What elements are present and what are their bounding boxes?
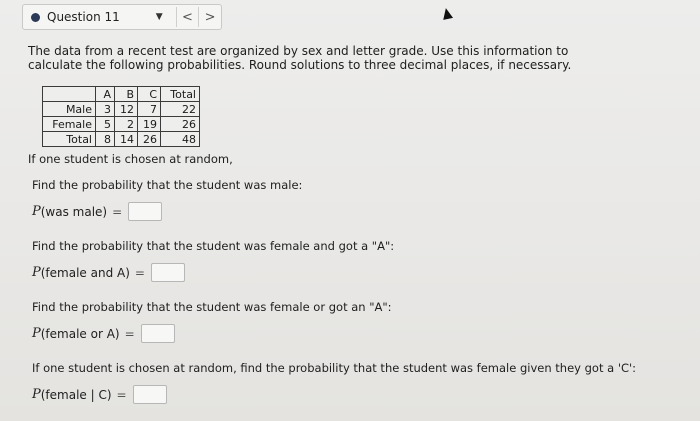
table-cell: 19	[138, 117, 161, 132]
table-cell: 5	[96, 117, 115, 132]
question-3-expression: P (female or A) =	[32, 324, 175, 343]
table-cell: 3	[96, 102, 115, 117]
table-row	[43, 132, 200, 147]
row-header-cell: Female	[43, 117, 96, 132]
table-cell: 48	[161, 132, 200, 147]
question-4-expression: P (female | C) =	[32, 385, 167, 404]
question-3-text: Find the probability that the student was female or got an "A":	[32, 300, 392, 314]
table-cell: 12	[115, 102, 138, 117]
table-header-cell: Total	[161, 87, 200, 102]
table-cell: 26	[161, 117, 200, 132]
mouse-pointer-icon	[441, 7, 453, 20]
table-header-row	[43, 87, 200, 102]
dropdown-chevron-icon[interactable]: ▼	[155, 12, 163, 22]
table-cell: 2	[115, 117, 138, 132]
question-label: Question 11	[47, 10, 120, 24]
previous-question-button[interactable]: <	[176, 7, 199, 27]
question-navigator	[22, 4, 222, 30]
contingency-table	[42, 86, 200, 147]
next-question-button[interactable]: >	[198, 7, 221, 27]
table-cell: 26	[138, 132, 161, 147]
table-cell: 8	[96, 132, 115, 147]
question-1-text: Find the probability that the student was male:	[32, 178, 303, 192]
answer-input-1[interactable]	[128, 202, 162, 221]
random-selection-prompt: If one student is chosen at random,	[28, 152, 233, 166]
row-header-cell: Total	[43, 132, 96, 147]
question-1-expression: P (was male) =	[32, 202, 162, 221]
question-instructions: The data from a recent test are organized by sex and letter grade. Use this information to calculate the following probabilities. Round solutions to three decimal places, if necessary.	[28, 44, 572, 72]
table-corner-cell	[43, 87, 96, 102]
table-header-cell: A	[96, 87, 115, 102]
table-cell: 14	[115, 132, 138, 147]
table-header-cell: C	[138, 87, 161, 102]
table-row	[43, 102, 200, 117]
table-cell: 7	[138, 102, 161, 117]
row-header-cell: Male	[43, 102, 96, 117]
question-2-expression: P (female and A) =	[32, 263, 185, 282]
answer-input-2[interactable]	[151, 263, 185, 282]
table-header-cell: B	[115, 87, 138, 102]
answer-input-4[interactable]	[133, 385, 167, 404]
status-dot-icon	[31, 13, 40, 22]
answer-input-3[interactable]	[141, 324, 175, 343]
table-cell: 22	[161, 102, 200, 117]
question-4-text: If one student is chosen at random, find the probability that the student was female given they got a 'C':	[32, 361, 637, 375]
table-row	[43, 117, 200, 132]
question-2-text: Find the probability that the student was female and got a "A":	[32, 239, 395, 253]
